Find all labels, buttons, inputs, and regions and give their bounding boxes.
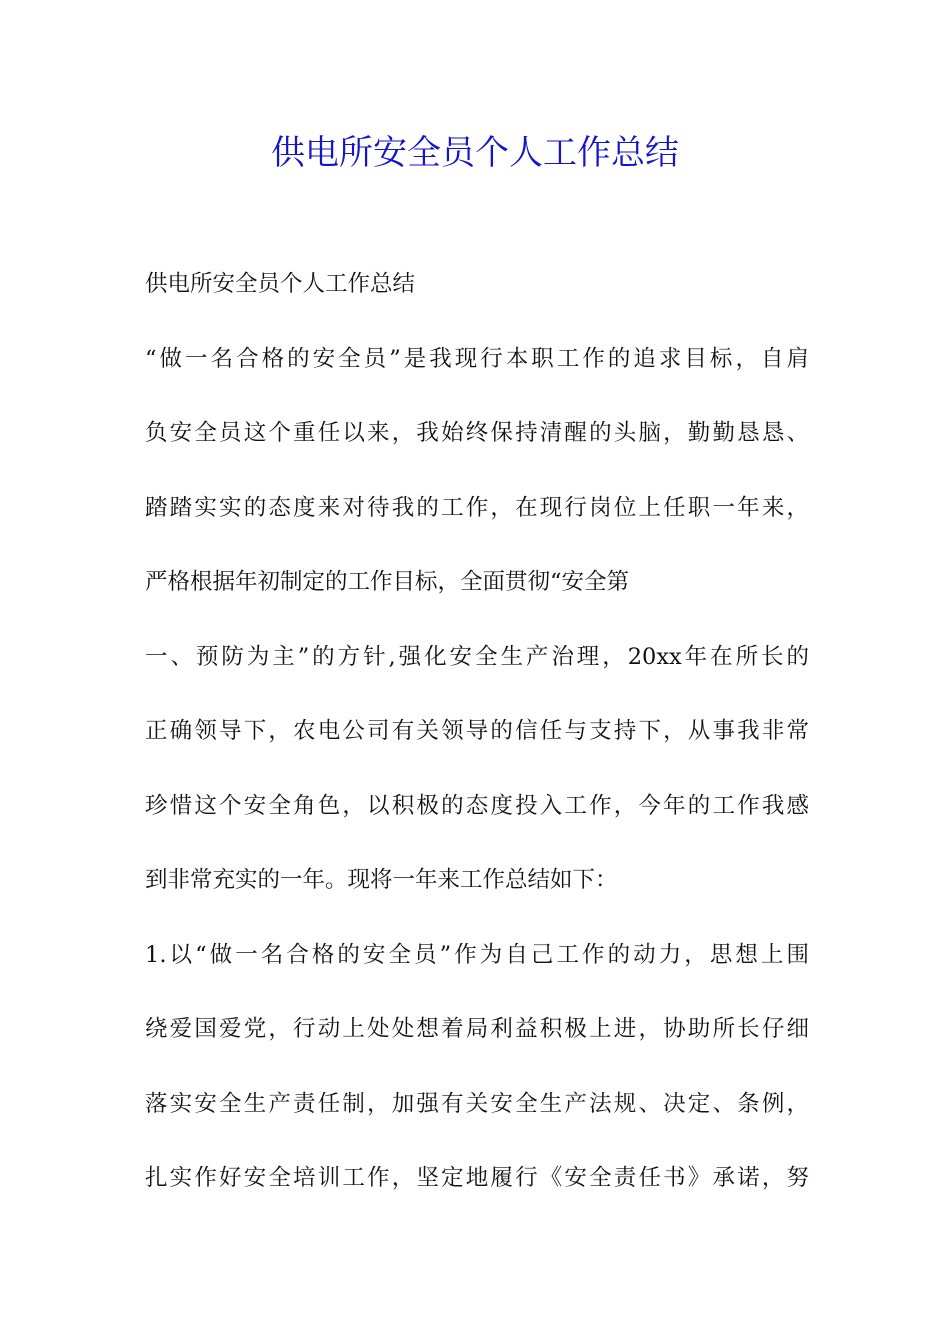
text-line: 正确领导下，农电公司有关领导的信任与支持下，从事我非常 [145,718,809,744]
text-line: 1.以“做一名合格的安全员”作为自己工作的动力，思想上围 [145,941,809,968]
text-line: 珍惜这个安全角色，以积极的态度投入工作，今年的工作我感 [145,792,809,819]
text-line: 落实安全生产责任制，加强有关安全生产法规、决定、条例， [145,1090,809,1117]
document-title: 供电所安全员个人工作总结 [271,133,679,173]
text-line: 严格根据年初制定的工作目标，全面贯彻“安全第 [145,569,630,595]
text-line: 供电所安全员个人工作总结 [145,271,416,297]
text-line: “做一名合格的安全员”是我现行本职工作的追求目标，自肩 [145,345,809,372]
text-line: 负安全员这个重任以来，我始终保持清醒的头脑，勤勤恳恳、 [145,420,809,446]
text-line: 到非常充实的一年。现将一年来工作总结如下： [145,867,618,893]
text-line: 踏踏实实的态度来对待我的工作，在现行岗位上任职一年来， [145,494,809,521]
text-line: 一、预防为主”的方针,强化安全生产治理，20xx年在所长的 [145,643,809,670]
text-line: 绕爱国爱党，行动上处处想着局利益积极上进，协助所长仔细 [145,1016,809,1042]
document-body [145,262,809,1231]
text-line: 扎实作好安全培训工作，坚定地履行《安全责任书》承诺，努 [145,1165,809,1191]
